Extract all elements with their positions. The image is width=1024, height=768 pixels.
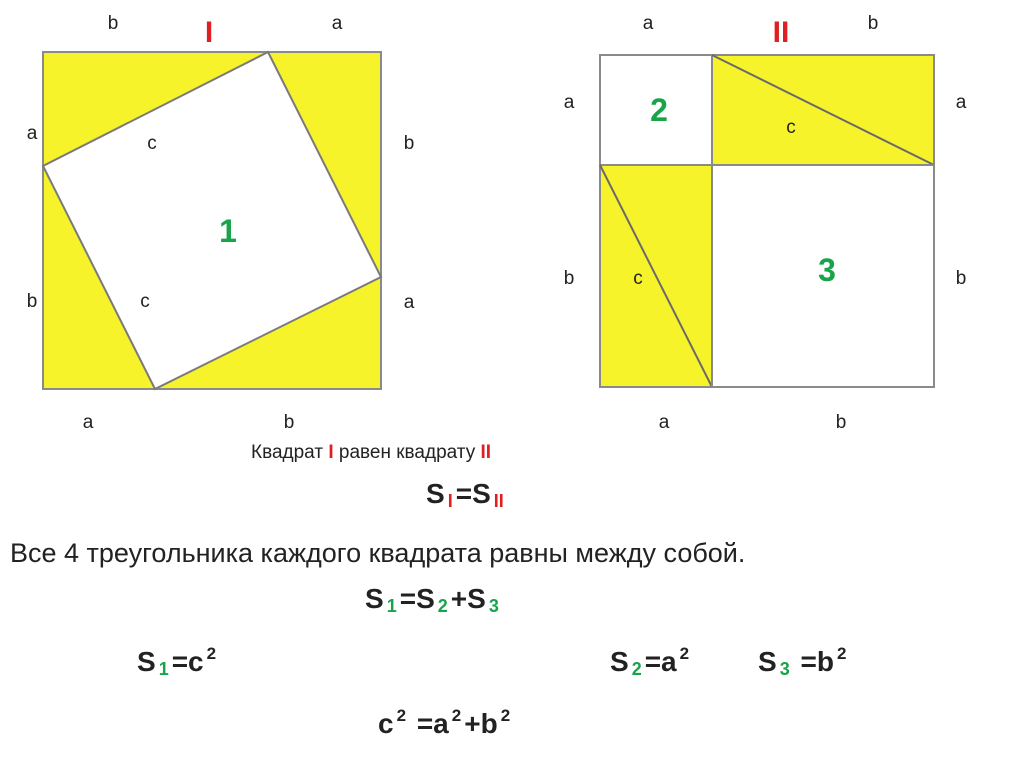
sum-s1: S (365, 583, 384, 614)
final-sup3: 2 (500, 706, 511, 725)
s2-rhs: =a (644, 646, 677, 677)
sum-plus: + (450, 583, 468, 614)
caption-text-middle: равен квадрату (333, 442, 481, 463)
area-sub-roman-two: II (493, 491, 504, 511)
s3-rhs: =b (792, 646, 834, 677)
sq2-left-lower-label: b (563, 268, 575, 289)
final-plus: + (464, 708, 481, 739)
area-equals: = (455, 478, 473, 509)
area-equality-formula (426, 478, 507, 512)
region-one-number: 1 (219, 213, 237, 249)
sq1-hyp-label-top: c (147, 133, 157, 154)
sum-s2: S (416, 583, 435, 614)
sq1-left-lower-label: b (26, 291, 38, 312)
sq1-top-left-label: b (107, 13, 119, 34)
caption-text-before: Квадрат (251, 442, 329, 463)
sq1-bottom-right-label: b (283, 412, 295, 433)
sq2-left-upper-label: a (563, 92, 575, 113)
sum-sub1: 1 (386, 596, 397, 616)
s2-symbol: S (610, 646, 629, 677)
sq1-bottom-left-label: a (82, 412, 94, 433)
square-one (43, 52, 381, 389)
region-three-number: 3 (818, 252, 836, 288)
sum-s3: S (467, 583, 486, 614)
sum-sub2: 2 (437, 596, 448, 616)
s1-sup: 2 (206, 644, 217, 663)
final-eq-a: =a (409, 708, 449, 739)
s1-rhs: =c (171, 646, 204, 677)
final-b: b (480, 708, 498, 739)
final-c: c (378, 708, 394, 739)
sq1-right-upper-label: b (403, 133, 415, 154)
area-s-symbol: S (426, 478, 445, 509)
s3-formula (758, 644, 849, 680)
area-s-symbol-2: S (472, 478, 491, 509)
equality-caption (251, 442, 491, 464)
s1-sub: 1 (158, 659, 169, 679)
square-one-roman: I (204, 16, 214, 49)
caption-roman-two: II (480, 442, 492, 463)
sum-equals: = (399, 583, 417, 614)
s3-sub: 3 (779, 659, 790, 679)
s2-formula (610, 644, 692, 680)
pythagoras-formula (378, 706, 513, 740)
sq2-hyp-label-left: c (633, 268, 643, 289)
s1-formula (137, 644, 219, 680)
sq2-hyp-label-top: c (786, 117, 796, 138)
area-sub-roman-one: I (447, 491, 453, 511)
sq2-top-right-label: b (867, 13, 879, 34)
sq2-right-lower-label: b (955, 268, 967, 289)
sum-sub3: 3 (488, 596, 499, 616)
sq1-left-upper-label: a (26, 123, 38, 144)
final-sup1: 2 (396, 706, 407, 725)
square-two-roman: II (772, 16, 790, 49)
s2-sup: 2 (679, 644, 690, 663)
triangles-statement: Все 4 треугольника каждого квадрата равны между собой. (10, 538, 746, 568)
s3-sup: 2 (836, 644, 847, 663)
sum-formula (365, 583, 502, 617)
caption-roman-one: I (328, 442, 334, 463)
sq2-bottom-right-label: b (835, 412, 847, 433)
s1-symbol: S (137, 646, 156, 677)
s2-sub: 2 (631, 659, 642, 679)
sq1-hyp-label-bottom: c (140, 291, 150, 312)
sq2-right-upper-label: a (955, 92, 967, 113)
sq2-bottom-left-label: a (658, 412, 670, 433)
sq1-right-lower-label: a (403, 292, 415, 313)
final-sup2: 2 (451, 706, 462, 725)
region-two-number: 2 (650, 92, 668, 128)
sq2-top-left-label: a (642, 13, 654, 34)
sq1-top-right-label: a (331, 13, 343, 34)
s3-symbol: S (758, 646, 777, 677)
